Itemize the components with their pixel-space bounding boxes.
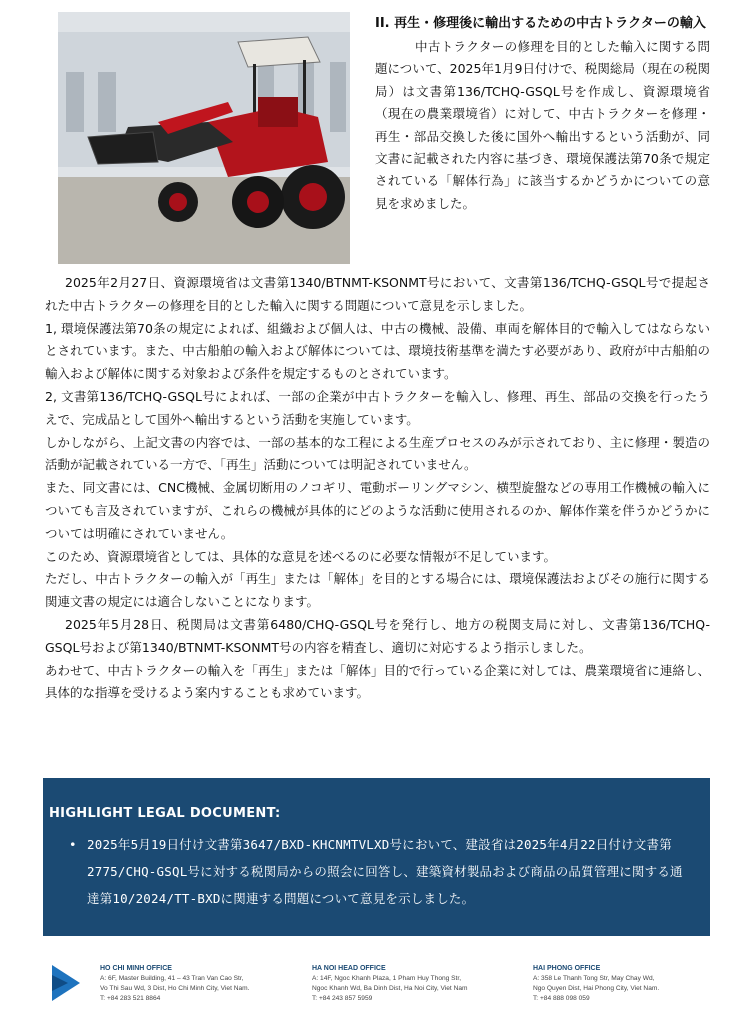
office-haiphong: HAI PHONG OFFICE A: 358 Le Thanh Tong Str, May Chay Wd, Ngo Quyen Dist, Hai Phong City, Viet Nam. T: +84 888 098 059	[533, 965, 660, 1002]
paragraph: 2025年5月28日、税関局は文書第6480/CHQ-GSQL号を発行し、地方の税関支局に対し、文書第136/TCHQ-GSQL号および第1340/BTNMT-KSONMT号の内容を精査し、適切に対応するよう指示しました。	[45, 616, 710, 655]
paragraph: また、同文書には、CNC機械、金属切断用のノコギリ、電動ボーリングマシン、横型旋盤などの専用工作機械の輸入についても言及されていますが、これらの機械が具体的にどのような活動に使用されるのか、解体作業を伴うかどうかについては明確にされていません。	[45, 480, 710, 541]
paragraph: このため、資源環境省としては、具体的な意見を述べるのに必要な情報が不足しています。	[45, 548, 557, 564]
office-hanoi: HA NOI HEAD OFFICE A: 14F, Ngoc Khanh Plaza, 1 Pham Huy Thong Str, Ngoc Khanh Wd, Ba Dinh Dist, Ha Noi City, Viet Nam T: +84 243 857 5959	[312, 965, 468, 1002]
highlight-item-text: 2025年5月19日付け文書第3647/BXD-KHCNMTVLXD号において、建設省は2025年4月22日付け文書第2775/CHQ-GSQL号に対する税関局からの照会に回答し、建築資材製品および商品の品質管理に関する通達第10/2024/TT-BXDに関連する問題について意見を示しました。	[87, 837, 683, 906]
highlight-banner	[43, 778, 710, 936]
office-hcm: HO CHI MINH OFFICE A: 6F, Master Building, 41 – 43 Tran Van Cao Str, Vo Thi Sau Wd, 3 Dist, Ho Chi Minh City, Viet Nam. T: +84 283 521 8864	[100, 965, 250, 1002]
footer	[0, 955, 752, 1024]
highlight-item	[69, 831, 692, 912]
main-body	[45, 272, 710, 705]
paragraph: ただし、中古トラクターの輸入が「再生」または「解体」を目的とする場合には、環境保護法およびその施行に関する関連文書の規定には適合しないことになります。	[45, 571, 710, 610]
section-intro	[375, 14, 710, 215]
highlight-list	[69, 831, 692, 912]
section-intro-text: 中古トラクターの修理を目的とした輸入に関する問題について、2025年1月9日付けで、税関総局（現在の税関局）は文書第136/TCHQ-GSQL号を作成し、資源環境省（現在の農業環境省）に対して、中古トラクターを修理・再生・部品交換した後に国外へ輸出するという活動が、同文書に記載された内容に基づき、環境保護法第70条で規定されている「解体行為」に該当するかどうかについての意見を求めました。	[375, 39, 710, 211]
section-title: II. 再生・修理後に輸出するための中古トラクターの輸入	[375, 16, 706, 31]
paragraph: 2025年2月27日、資源環境省は文書第1340/BTNMT-KSONMT号において、文書第136/TCHQ-GSQL号で提起された中古トラクターの修理を目的とした輸入に関する問題について意見を示しました。	[45, 275, 710, 313]
tractor-illustration	[58, 12, 350, 264]
paragraph: 2, 文書第136/TCHQ-GSQL号によれば、一部の企業が中古トラクターを輸入し、修理、再生、部品の交換を行ったうえで、完成品として国外へ輸出するという活動を実施しています。	[45, 388, 710, 427]
highlight-title: HIGHLIGHT LEGAL DOCUMENT:	[49, 806, 281, 821]
bullet-icon: •	[69, 837, 77, 852]
paragraph: 1, 環境保護法第70条の規定によれば、組織および個人は、中古の機械、設備、車両を解体目的で輸入してはならないとされています。また、中古船舶の輸入および解体については、環境技術基準を満たす必要があり、政府が中古船舶の輸入および解体に関する対象および条件を規定するものとされています。	[45, 320, 710, 382]
company-logo-icon	[50, 963, 82, 1003]
paragraph: あわせて、中古トラクターの輸入を「再生」または「解体」目的で行っている企業に対しては、農業環境省に連絡し、具体的な指導を受けるよう案内することも求めています。	[45, 662, 710, 701]
paragraph: しかしながら、上記文書の内容では、一部の基本的な工程による生産プロセスのみが示されており、主に修理・製造の活動が記載されている一方で、「再生」活動については明記されていません。	[45, 434, 710, 473]
tractor-photo	[58, 12, 350, 264]
